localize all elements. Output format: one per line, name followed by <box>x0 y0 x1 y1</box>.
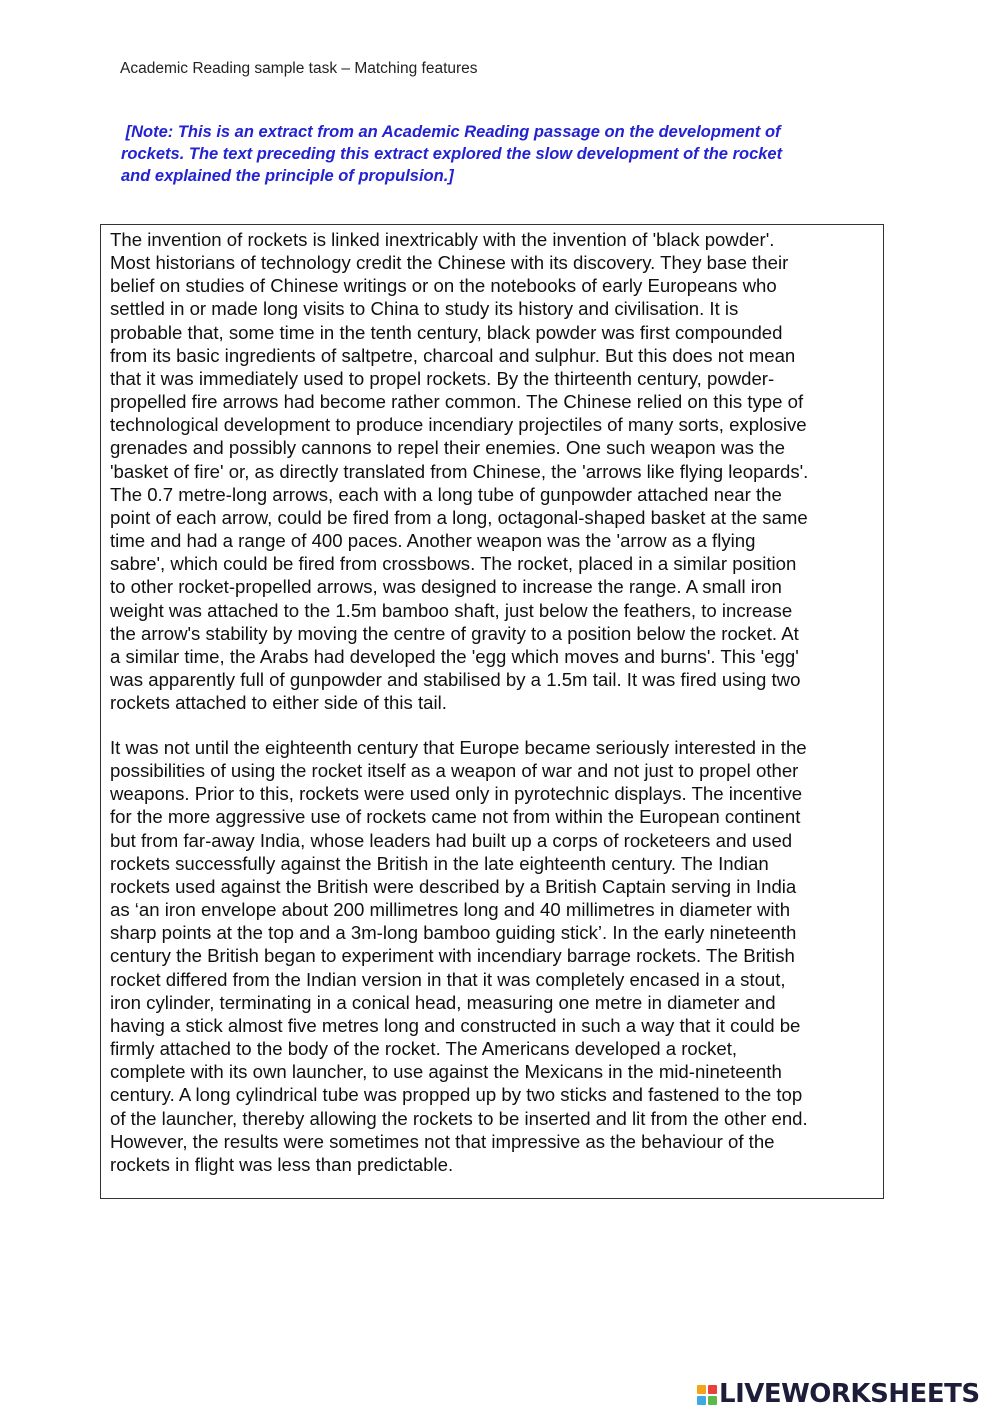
passage-line: technological development to produce incendiary projectiles of many sorts, explosive <box>110 414 807 436</box>
passage-line: It was not until the eighteenth century that Europe became seriously interested in the <box>110 737 807 758</box>
logo-square <box>708 1396 717 1405</box>
passage-line: settled in or made long visits to China to study its history and civilisation. It is <box>110 298 739 320</box>
passage-line: The 0.7 metre-long arrows, each with a long tube of gunpowder attached near the <box>110 483 782 505</box>
passage-line: rockets successfully against the British in the late eighteenth century. The Indian <box>110 852 769 874</box>
passage-line: century. A long cylindrical tube was propped up by two sticks and fastened to the top <box>110 1084 803 1106</box>
passage-paragraph-2 <box>110 736 890 1176</box>
passage-line: for the more aggressive use of rockets came not from within the European continent <box>110 806 801 828</box>
passage-line: of the launcher, thereby allowing the rockets to be inserted and lit from the other end. <box>110 1107 808 1129</box>
passage-line: belief on studies of Chinese writings or on the notebooks of early Europeans who <box>110 275 777 297</box>
passage-line: weapons. Prior to this, rockets were used only in pyrotechnic displays. The incentive <box>110 783 803 805</box>
passage-line: having a stick almost five metres long and constructed in such a way that it could be <box>110 1014 801 1036</box>
passage-box <box>100 224 884 1199</box>
passage-line: a similar time, the Arabs had developed the 'egg which moves and burns'. This 'egg' <box>110 645 799 667</box>
logo-square <box>697 1385 706 1394</box>
passage-line: as ‘an iron envelope about 200 millimetres long and 40 millimetres in diameter with <box>110 899 791 921</box>
note-line: and explained the principle of propulsion.] <box>121 167 454 185</box>
passage-line: but from far-away India, whose leaders had built up a corps of rocketeers and used <box>110 829 793 851</box>
note-line: [Note: This is an extract from an Academic Reading passage on the development of <box>121 123 781 141</box>
logo-square <box>708 1385 717 1394</box>
passage-line: was apparently full of gunpowder and stabilised by a 1.5m tail. It was fired using two <box>110 668 801 690</box>
passage-line: rockets attached to either side of this tail. <box>110 692 447 714</box>
passage-line: grenades and possibly cannons to repel their enemies. One such weapon was the <box>110 437 785 459</box>
passage-paragraph-1 <box>110 228 890 714</box>
passage-line: sharp points at the top and a 3m-long bamboo guiding stick’. In the early nineteenth <box>110 922 797 944</box>
passage-line: weight was attached to the 1.5m bamboo shaft, just below the feathers, to increase <box>110 599 793 621</box>
passage-line: iron cylinder, terminating in a conical head, measuring one metre in diameter and <box>110 991 776 1013</box>
passage-line: probable that, some time in the tenth century, black powder was first compounded <box>110 321 783 343</box>
passage-line: The invention of rockets is linked inextricably with the invention of 'black powder'. <box>110 229 775 250</box>
passage-line: rockets in flight was less than predictable. <box>110 1153 454 1175</box>
passage-line: point of each arrow, could be fired from a long, octagonal-shaped basket at the same <box>110 506 808 528</box>
passage-line: propelled fire arrows had become rather common. The Chinese relied on this type of <box>110 391 804 413</box>
logo-square <box>697 1396 706 1405</box>
passage-line: to other rocket-propelled arrows, was designed to increase the range. A small iron <box>110 576 782 598</box>
liveworksheets-logo[interactable] <box>697 1376 980 1412</box>
document-header: Academic Reading sample task – Matching features <box>120 60 478 77</box>
passage-line: firmly attached to the body of the rocket. The Americans developed a rocket, <box>110 1038 738 1060</box>
passage-line: from its basic ingredients of saltpetre, charcoal and sulphur. But this does not mean <box>110 344 796 366</box>
passage-line: However, the results were sometimes not that impressive as the behaviour of the <box>110 1130 775 1152</box>
note-line: rockets. The text preceding this extract explored the slow development of the rocket <box>121 145 783 163</box>
passage-line: the arrow's stability by moving the centre of gravity to a position below the rocket. At <box>110 622 799 644</box>
passage-line: rocket differed from the Indian version in that it was completely encased in a stout, <box>110 968 786 990</box>
passage-line: possibilities of using the rocket itself as a weapon of war and not just to propel other <box>110 760 799 782</box>
passage-line: sabre', which could be fired from crossbows. The rocket, placed in a similar position <box>110 553 797 575</box>
editor-note <box>121 121 881 187</box>
logo-mark-icon <box>697 1385 717 1405</box>
passage-line: complete with its own launcher, to use against the Mexicans in the mid-nineteenth <box>110 1061 782 1083</box>
passage-line: 'basket of fire' or, as directly translated from Chinese, the 'arrows like flying leopards'. <box>110 460 809 482</box>
passage-line: that it was immediately used to propel rockets. By the thirteenth century, powder- <box>110 367 775 389</box>
passage-line: Most historians of technology credit the Chinese with its discovery. They base their <box>110 252 789 274</box>
passage-line: time and had a range of 400 paces. Another weapon was the 'arrow as a flying <box>110 530 756 552</box>
passage-line: rockets used against the British were described by a British Captain serving in India <box>110 875 797 897</box>
logo-text: LIVEWORKSHEETS <box>719 1379 980 1409</box>
passage-line: century the British began to experiment with incendiary barrage rockets. The British <box>110 945 795 967</box>
